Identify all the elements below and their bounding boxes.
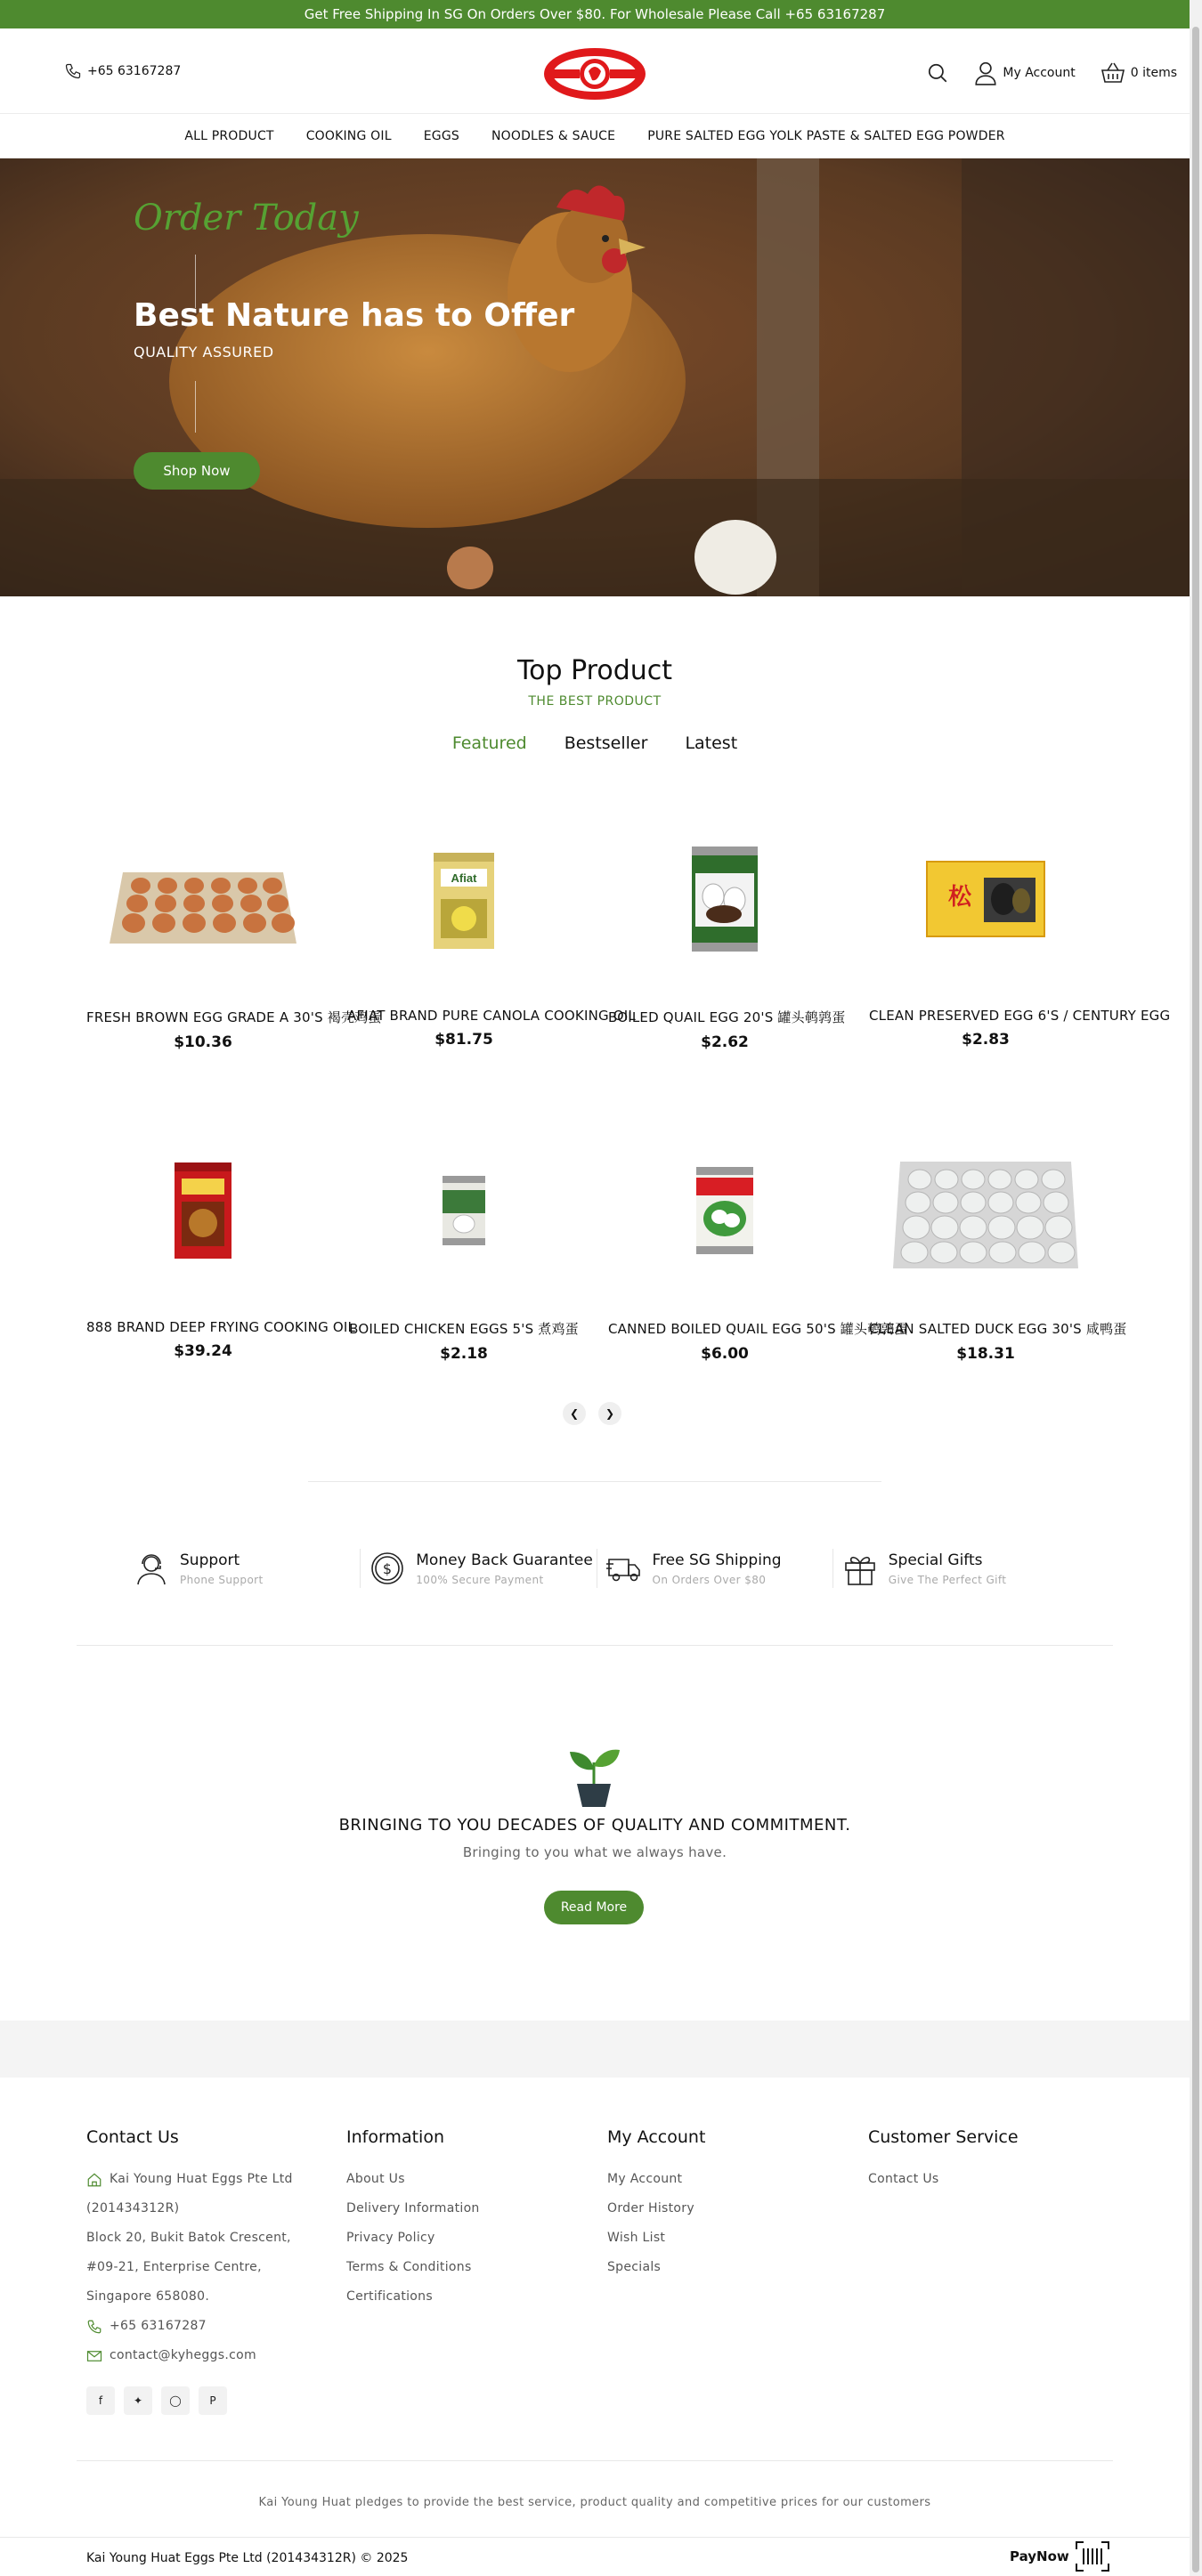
service-money-back <box>360 1549 596 1588</box>
section-divider <box>77 1645 1113 1646</box>
shop-now-button[interactable]: Shop Now <box>134 452 260 490</box>
product-price: $81.75 <box>435 1031 493 1049</box>
footer-phone-number: +65 63167287 <box>110 2319 207 2333</box>
phone-icon <box>64 62 82 80</box>
basket-icon <box>1100 61 1125 85</box>
product-card[interactable] <box>869 810 1171 1049</box>
footer-contact <box>86 2127 293 2415</box>
product-price: $2.83 <box>962 1031 1010 1049</box>
svg-text:$: $ <box>383 1560 393 1577</box>
paynow-qr-icon <box>1075 2540 1110 2572</box>
hero-script-text: Order Today <box>134 198 359 239</box>
user-icon <box>974 61 997 85</box>
dollar-coin-icon <box>370 1551 405 1586</box>
footer-email-address: contact@kyheggs.com <box>110 2348 256 2362</box>
address-line: #09-21, Enterprise Centre, <box>86 2260 262 2274</box>
company-name: Kai Young Huat Eggs Pte Ltd <box>110 2172 293 2186</box>
site-header <box>0 28 1190 114</box>
product-card[interactable] <box>347 810 636 1049</box>
my-account-link[interactable] <box>974 61 1075 85</box>
tab-bestseller[interactable]: Bestseller <box>564 733 648 753</box>
product-price: $2.18 <box>440 1345 488 1363</box>
phone-icon <box>86 2319 102 2335</box>
footer-heading: Contact Us <box>86 2127 179 2147</box>
site-logo[interactable] <box>542 46 647 101</box>
plant-icon <box>566 1746 621 1809</box>
product-card[interactable] <box>86 1122 356 1360</box>
product-name[interactable]: BOILED QUAIL EGG 20'S 罐头鹌鹑蛋 <box>608 1009 846 1025</box>
footer-link-terms[interactable]: Terms & Conditions <box>346 2260 472 2274</box>
home-icon <box>86 2172 102 2188</box>
product-name[interactable]: BOILED CHICKEN EGGS 5'S 煮鸡蛋 <box>349 1321 579 1337</box>
prev-arrow-icon[interactable]: ❮ <box>563 1402 586 1425</box>
footer-phone[interactable] <box>86 2312 293 2341</box>
footer-divider <box>77 2460 1113 2461</box>
nav-item-noodles-sauce[interactable]: NOODLES & SAUCE <box>491 128 616 143</box>
footer-my-account <box>607 2127 705 2282</box>
product-price: $18.31 <box>956 1345 1015 1363</box>
footer-divider <box>0 2537 1190 2538</box>
product-image[interactable] <box>869 1122 1102 1300</box>
duck-egg-tray-image <box>888 1144 1084 1277</box>
mail-icon <box>86 2348 102 2364</box>
quail-can-image <box>685 841 765 957</box>
product-card[interactable] <box>347 1122 581 1363</box>
section-divider <box>308 1481 881 1482</box>
header-actions <box>926 61 1177 85</box>
header-phone-number: +65 63167287 <box>87 64 182 78</box>
service-title: Free SG Shipping <box>652 1551 782 1569</box>
social-links <box>86 2386 293 2415</box>
product-image[interactable] <box>86 1122 320 1300</box>
product-image[interactable] <box>347 1122 581 1300</box>
footer-link-contact-us[interactable]: Contact Us <box>868 2172 939 2186</box>
small-can-image <box>437 1171 491 1251</box>
preserved-egg-box-image <box>923 855 1048 944</box>
my-account-label: My Account <box>1003 66 1076 80</box>
service-support <box>134 1549 360 1588</box>
support-agent-icon <box>134 1551 169 1586</box>
nav-item-salted-egg[interactable]: PURE SALTED EGG YOLK PASTE & SALTED EGG POWDER <box>647 128 1005 143</box>
carousel-controls <box>563 1402 621 1425</box>
footer-email[interactable] <box>86 2341 293 2370</box>
hero-title: Best Nature has to Offer <box>134 297 575 334</box>
service-features <box>134 1549 1068 1588</box>
product-name[interactable]: CANNED BOILED QUAIL EGG 50'S 罐头鹌鹑蛋 <box>608 1321 908 1337</box>
footer-customer-service <box>868 2127 1019 2194</box>
product-card[interactable] <box>869 1122 1127 1363</box>
nav-item-all-product[interactable]: ALL PRODUCT <box>184 128 274 143</box>
paynow-badge <box>1010 2540 1110 2572</box>
service-title: Money Back Guarantee <box>416 1551 593 1569</box>
footer-link-wish-list[interactable]: Wish List <box>607 2231 666 2245</box>
header-phone[interactable] <box>64 62 181 80</box>
twitter-icon[interactable]: ✦ <box>124 2386 152 2415</box>
copyright: Kai Young Huat Eggs Pte Ltd (201434312R) © 2025 <box>86 2551 409 2565</box>
next-arrow-icon[interactable]: ❯ <box>598 1402 621 1425</box>
svg-text:松: 松 <box>948 884 972 911</box>
footer-heading: Customer Service <box>868 2127 1019 2147</box>
nav-item-cooking-oil[interactable]: COOKING OIL <box>305 128 392 143</box>
footer-link-order-history[interactable]: Order History <box>607 2201 694 2216</box>
red-oil-tin-image <box>167 1157 239 1264</box>
footer-heading: Information <box>346 2127 444 2147</box>
truck-icon <box>606 1551 642 1586</box>
footer-pledge: Kai Young Huat pledges to provide the best service, product quality and competitive prices for our customers <box>258 2496 931 2509</box>
footer-link-delivery[interactable]: Delivery Information <box>346 2201 480 2216</box>
about-title: BRINGING TO YOU DECADES OF QUALITY AND COMMITMENT. <box>338 1816 851 1835</box>
cart-count-label: 0 items <box>1130 66 1177 80</box>
address-line: Block 20, Bukit Batok Crescent, <box>86 2231 291 2245</box>
service-title: Special Gifts <box>888 1551 983 1569</box>
product-card[interactable] <box>608 810 846 1051</box>
product-price: $39.24 <box>174 1342 232 1360</box>
address-line: Singapore 658080. <box>86 2289 210 2304</box>
search-icon[interactable] <box>926 61 949 85</box>
main-nav <box>0 114 1190 158</box>
product-image[interactable] <box>347 810 581 988</box>
green-can-image <box>689 1162 760 1260</box>
product-name[interactable]: CLEAN SALTED DUCK EGG 30'S 咸鸭蛋 <box>869 1321 1127 1337</box>
hero-divider <box>195 381 196 433</box>
scrollbar-thumb[interactable] <box>1192 27 1199 2572</box>
pinterest-icon[interactable]: P <box>199 2386 227 2415</box>
footer-information <box>346 2127 480 2312</box>
oil-tin-image <box>428 846 499 952</box>
service-subtitle: On Orders Over $80 <box>652 1573 767 1586</box>
product-image[interactable] <box>86 810 320 988</box>
product-card[interactable] <box>86 810 382 1051</box>
paynow-label: PayNow <box>1010 2548 1069 2564</box>
facebook-icon[interactable]: f <box>86 2386 115 2415</box>
service-gifts <box>832 1549 1068 1588</box>
scrollbar[interactable] <box>1190 0 1202 2576</box>
gift-icon <box>842 1551 878 1586</box>
instagram-icon[interactable]: ◯ <box>161 2386 190 2415</box>
product-price: $6.00 <box>701 1345 749 1363</box>
egg-tray-image <box>105 837 301 961</box>
footer-link-specials[interactable]: Specials <box>607 2260 662 2274</box>
product-price: $10.36 <box>174 1033 232 1051</box>
product-image[interactable] <box>608 810 841 988</box>
read-more-button[interactable]: Read More <box>544 1891 644 1924</box>
tab-featured[interactable]: Featured <box>451 733 527 753</box>
service-title: Support <box>180 1551 240 1569</box>
nav-item-eggs[interactable]: EGGS <box>423 128 459 143</box>
product-card[interactable] <box>608 1122 908 1363</box>
top-product-title: Top Product <box>516 655 673 686</box>
svg-text:Afiat: Afiat <box>451 871 477 885</box>
hero-banner <box>0 158 1190 596</box>
product-name[interactable]: 888 BRAND DEEP FRYING COOKING OIL <box>86 1319 356 1335</box>
tab-latest[interactable]: Latest <box>685 733 738 753</box>
product-price: $2.62 <box>701 1033 749 1051</box>
product-name[interactable]: AFIAT BRAND PURE CANOLA COOKING OIL <box>347 1008 636 1024</box>
promo-bar <box>0 0 1190 28</box>
footer-link-my-account[interactable]: My Account <box>607 2172 683 2186</box>
service-subtitle: Phone Support <box>180 1573 264 1586</box>
product-image[interactable] <box>608 1122 841 1300</box>
service-subtitle: 100% Secure Payment <box>416 1573 544 1586</box>
cart-link[interactable] <box>1100 61 1177 85</box>
product-name[interactable]: CLEAN PRESERVED EGG 6'S / CENTURY EGG <box>869 1008 1171 1024</box>
product-tabs <box>0 733 1190 753</box>
top-product-subtitle: THE BEST PRODUCT <box>528 694 662 709</box>
product-image[interactable] <box>869 810 1102 988</box>
footer-link-about-us[interactable]: About Us <box>346 2172 405 2186</box>
footer-company <box>86 2165 293 2194</box>
footer-heading: My Account <box>607 2127 706 2147</box>
footer-link-privacy[interactable]: Privacy Policy <box>346 2231 435 2245</box>
product-name[interactable]: FRESH BROWN EGG GRADE A 30'S 褐壳鸡蛋 <box>86 1009 382 1025</box>
about-subtitle: Bringing to you what we always have. <box>462 1844 727 1860</box>
promo-text: Get Free Shipping In SG On Orders Over $80. For Wholesale Please Call +65 63167287 <box>304 6 886 22</box>
hero-subtitle: QUALITY ASSURED <box>134 344 274 360</box>
service-shipping <box>597 1549 832 1588</box>
footer-link-certifications[interactable]: Certifications <box>346 2289 433 2304</box>
service-subtitle: Give The Perfect Gift <box>888 1573 1007 1586</box>
company-reg: (201434312R) <box>86 2201 180 2216</box>
newsletter-band <box>0 2021 1190 2078</box>
